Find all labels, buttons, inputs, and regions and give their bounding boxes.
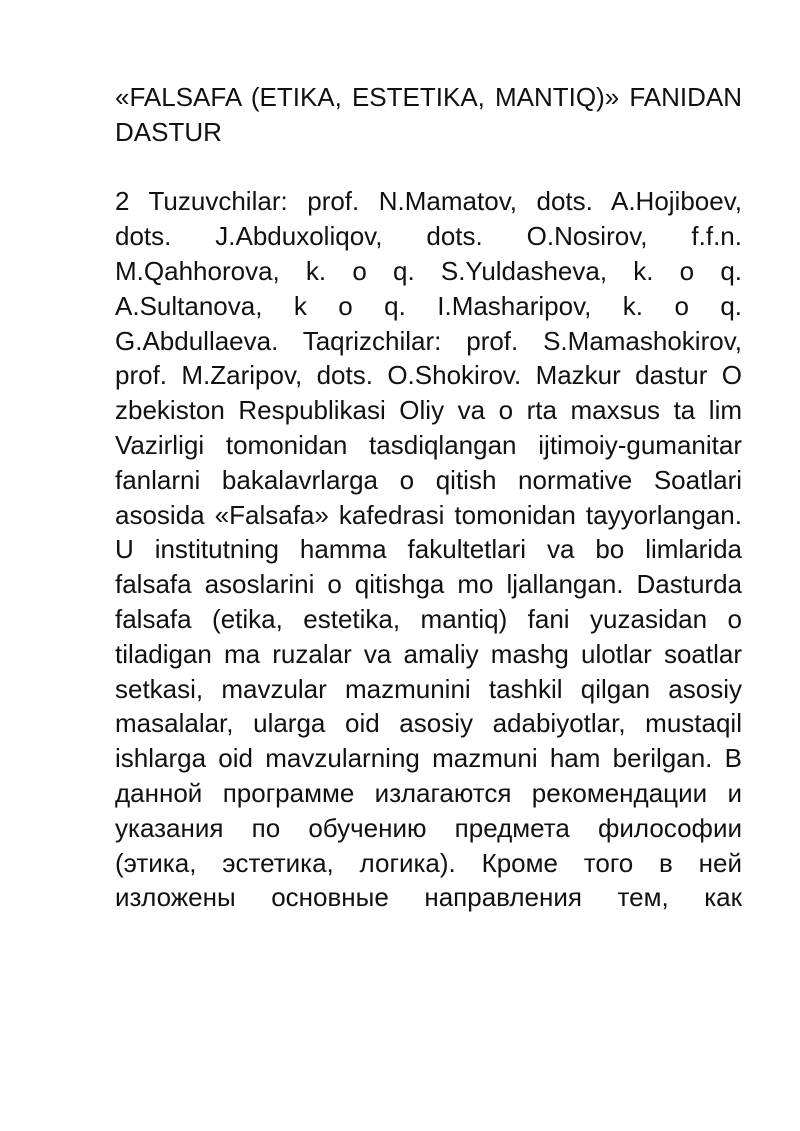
document-body-text: 2 Tuzuvchilar: prof. N.Mamatov, dots. A.Hojiboev, dots. J.Abduxoliqov, dots. O.Nosirov, f.f.n. M.Qahhorova, k. o q. S.Yuldasheva, k. o q. A.Sultanova, k o q. I.Masharipov, k. o q. G.Abdullaeva. Taqrizchilar: prof. S.Mamashokirov, prof. M.Zaripov, dots. O.Shokirov. Mazkur dastur O zbekiston Respublikasi Oliy va o rta maxsus ta lim Vazirligi tomonidan tasdiqlangan ijtimoiy-gumanitar fanlarni bakalavrlarga o qitish normative Soatlari asosida «Falsafa» kafedrasi tomonidan tayyorlangan. U institutning hamma fakultetlari va bo limlarida falsafa asoslarini o qitishga mo ljallangan. Dasturda falsafa (etika, estetika, mantiq) fani yuzasidan o tiladigan ma ruzalar va amaliy mashg ulotlar soatlar setkasi, mavzular mazmunini tashkil qilgan asosiy masalalar, ularga oid asosiy adabiyotlar, mustaqil ishlarga oid mavzularning mazmuni ham berilgan. В данной программе излагаются рекомендации и указания по обучению предмета философии (этика, эстетика, логика). Кроме того в ней изложены основные направления тем, как (115, 186, 742, 913)
document-title: «FALSAFA (ETIKA, ESTETIKA, MANTIQ)» FANIDAN DASTUR (115, 82, 742, 147)
document-page (115, 80, 742, 915)
